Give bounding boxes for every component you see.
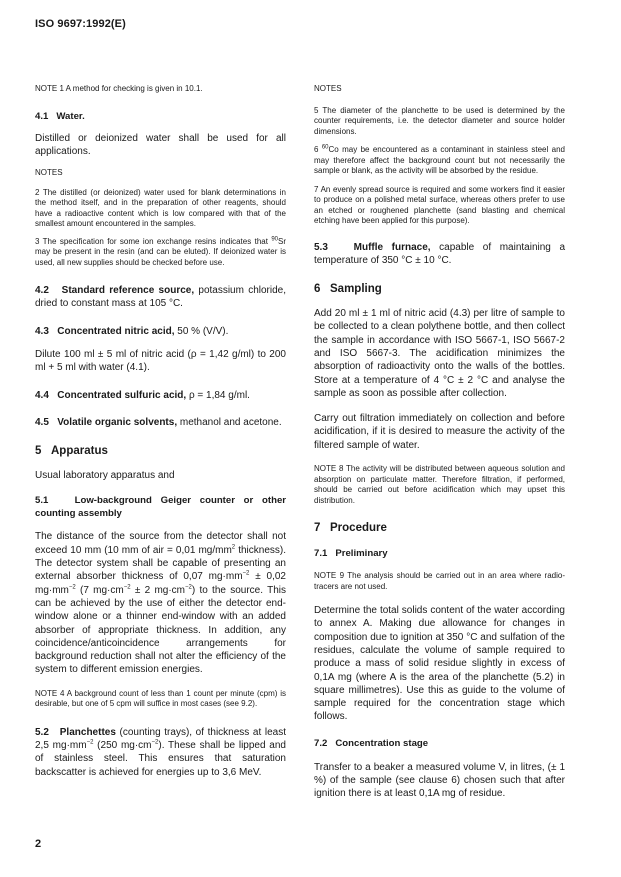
notes-heading: NOTES [314, 84, 342, 93]
section-5-text: Usual laboratory apparatus and [35, 470, 175, 482]
note-9: NOTE 9 The analysis should be carried out in an area where radio-tracers are not used. [314, 571, 565, 591]
section-5-1-body: The distance of the source from the detector shall not exceed 10 mm (10 mm of air = 0,01 $mg/mm^2$ thickness). The detector system shall be capable of presenting an external absorber thickness of 0,07 $mg\cdot mm^{-2} \pm 0,02$ $mg\cdot mm^{-2}$ (7 $mg\cdot cm^{-2} \pm 2$ $mg\cdot cm^{-2}$) to the source. This can be achieved by the use of either the detector end-window alone or a thinner end-window with an added absorber of appropriate thickness. In addition, any coincidence/anticoincidence arrangements for background reduction shall not alter the efficiency of the system to different emission energies. [35, 531, 287, 676]
note-3: 3 The specification for some ion exchange resins indicates that $^{90}$Sr may be present in the resin (and can be eluted). If deionized water is used, all new supplies should be checked before use. [35, 235, 286, 267]
section-5-heading: 5 Apparatus [35, 445, 108, 458]
section-4-3-body: Dilute 100 ml ± 5 ml of nitric acid (ρ = 1,42 g/ml) to 200 ml + 5 ml with water (4.1). [35, 348, 286, 374]
section-5-3: 5.3 Muffle furnace, capable of maintaining a temperature of 350 °C ± 10 °C. [314, 241, 565, 266]
page-number: 2 [35, 838, 42, 850]
note-5: 5 The diameter of the planchette to be used is determined by the counter requirements, i.e. the detector diameter and source holder dimensions. [314, 105, 565, 136]
page-header: ISO 9697:1992(E) [35, 18, 126, 30]
section-7-2-heading: 7.2 Concentration stage [314, 737, 429, 749]
section-4-2: 4.2 Standard reference source, potassium chloride, dried to constant mass at 105 °C. [35, 285, 287, 310]
note-1: NOTE 1 A method for checking is given in 10.1. [35, 84, 203, 93]
section-7-1-body: Determine the total solids content of the water according to annex A. Making due allowance for changes in composition due to ignition at 350 °C and sulfation of the residues, calculate the volume of sample required to produce a mass of solid residue slightly in excess of 0,1A mg (where A is the area of the planchette (5.2) in square millimetres). Use this as guide to the volume of sample required for the concentration stage which follows. [314, 605, 565, 723]
section-4-1-text: Distilled or deionized water shall be used for all applications. [35, 132, 286, 157]
section-4-4: 4.4 Concentrated sulfuric acid, ρ = 1,84 g/ml. [35, 389, 250, 401]
section-5-2: 5.2 Planchettes (counting trays), of thickness at least 2,5 $mg\cdot mm^{-2}$ (250 $mg\cdot cm^{-2}$). These shall be lipped and of stainless steel. This ensures that saturation backscatter is achieved for energies up to 3,6 MeV. [35, 726, 287, 778]
note-6: 6 $^{60}$Co may be encountered as a contaminant in stainless steel and may therefore affect the background count but not necessarily the sample or blank, as the activity will be absorbed by the residue. [314, 144, 566, 175]
section-title: Water. [56, 110, 85, 122]
section-7-heading: 7 Procedure [314, 522, 387, 535]
note-2: 2 The distilled (or deionized) water used for blank determinations in the method itself, and in the preparation of other reagents, should have a radioactive content which is low compared with that of the smallest amount encountered in the samples. [35, 187, 286, 229]
right-column [314, 84, 565, 801]
left-column [35, 84, 286, 779]
section-6-paragraph-1: Add 20 ml ± 1 ml of nitric acid (4.3) per litre of sample to be collected to a clean polythene bottle, and then collect the sample in accordance with ISO 5667-1, ISO 5667-2 and ISO 5667-3. The acidification minimizes the absorption of radioactivity onto the walls of the bottles. Store at a temperature of 4 °C ± 2 °C and analyse the sample as soon as possible after collection. [314, 308, 565, 399]
section-4-5: 4.5 Volatile organic solvents, methanol and acetone. [35, 416, 282, 428]
section-4-1-heading [35, 111, 286, 122]
note-4: NOTE 4 A background count of less than 1 count per minute (cpm) is desirable, but one of 5 cpm will suffice in most cases (see 9.2). [35, 688, 286, 709]
section-7-1-heading: 7.1 Preliminary [314, 548, 388, 560]
note-8: NOTE 8 The activity will be distributed between aqueous solution and absorption on particulate matter. Therefore filtration, if performed, should be carried out before acidification which may upset this distribution. [314, 464, 565, 505]
section-number: 4.1 [35, 110, 49, 122]
section-5-1-heading: 5.1 Low-background Geiger counter or other counting assembly [35, 495, 287, 520]
section-6-heading: 6 Sampling [314, 283, 382, 296]
section-7-2-body: Transfer to a beaker a measured volume V, in litres, (± 1 %) of the sample (see clause 6) chosen such that after ignition there is at least 0,1A mg of residue. [314, 761, 565, 800]
section-4-3: 4.3 Concentrated nitric acid, 50 % (V/V). [35, 325, 229, 337]
notes-heading: NOTES [35, 168, 63, 178]
note-7: 7 An evenly spread source is required and some workers find it easier to produce on a polished metal surface, whereas others prefer to use an etched or roughened planchette (sand blasting and chemical etching have been applied for this purpose). [314, 184, 565, 225]
section-6-paragraph-2: Carry out filtration immediately on collection and before acidification, if it is desired to measure the activity of the filtered sample of water. [314, 413, 565, 451]
